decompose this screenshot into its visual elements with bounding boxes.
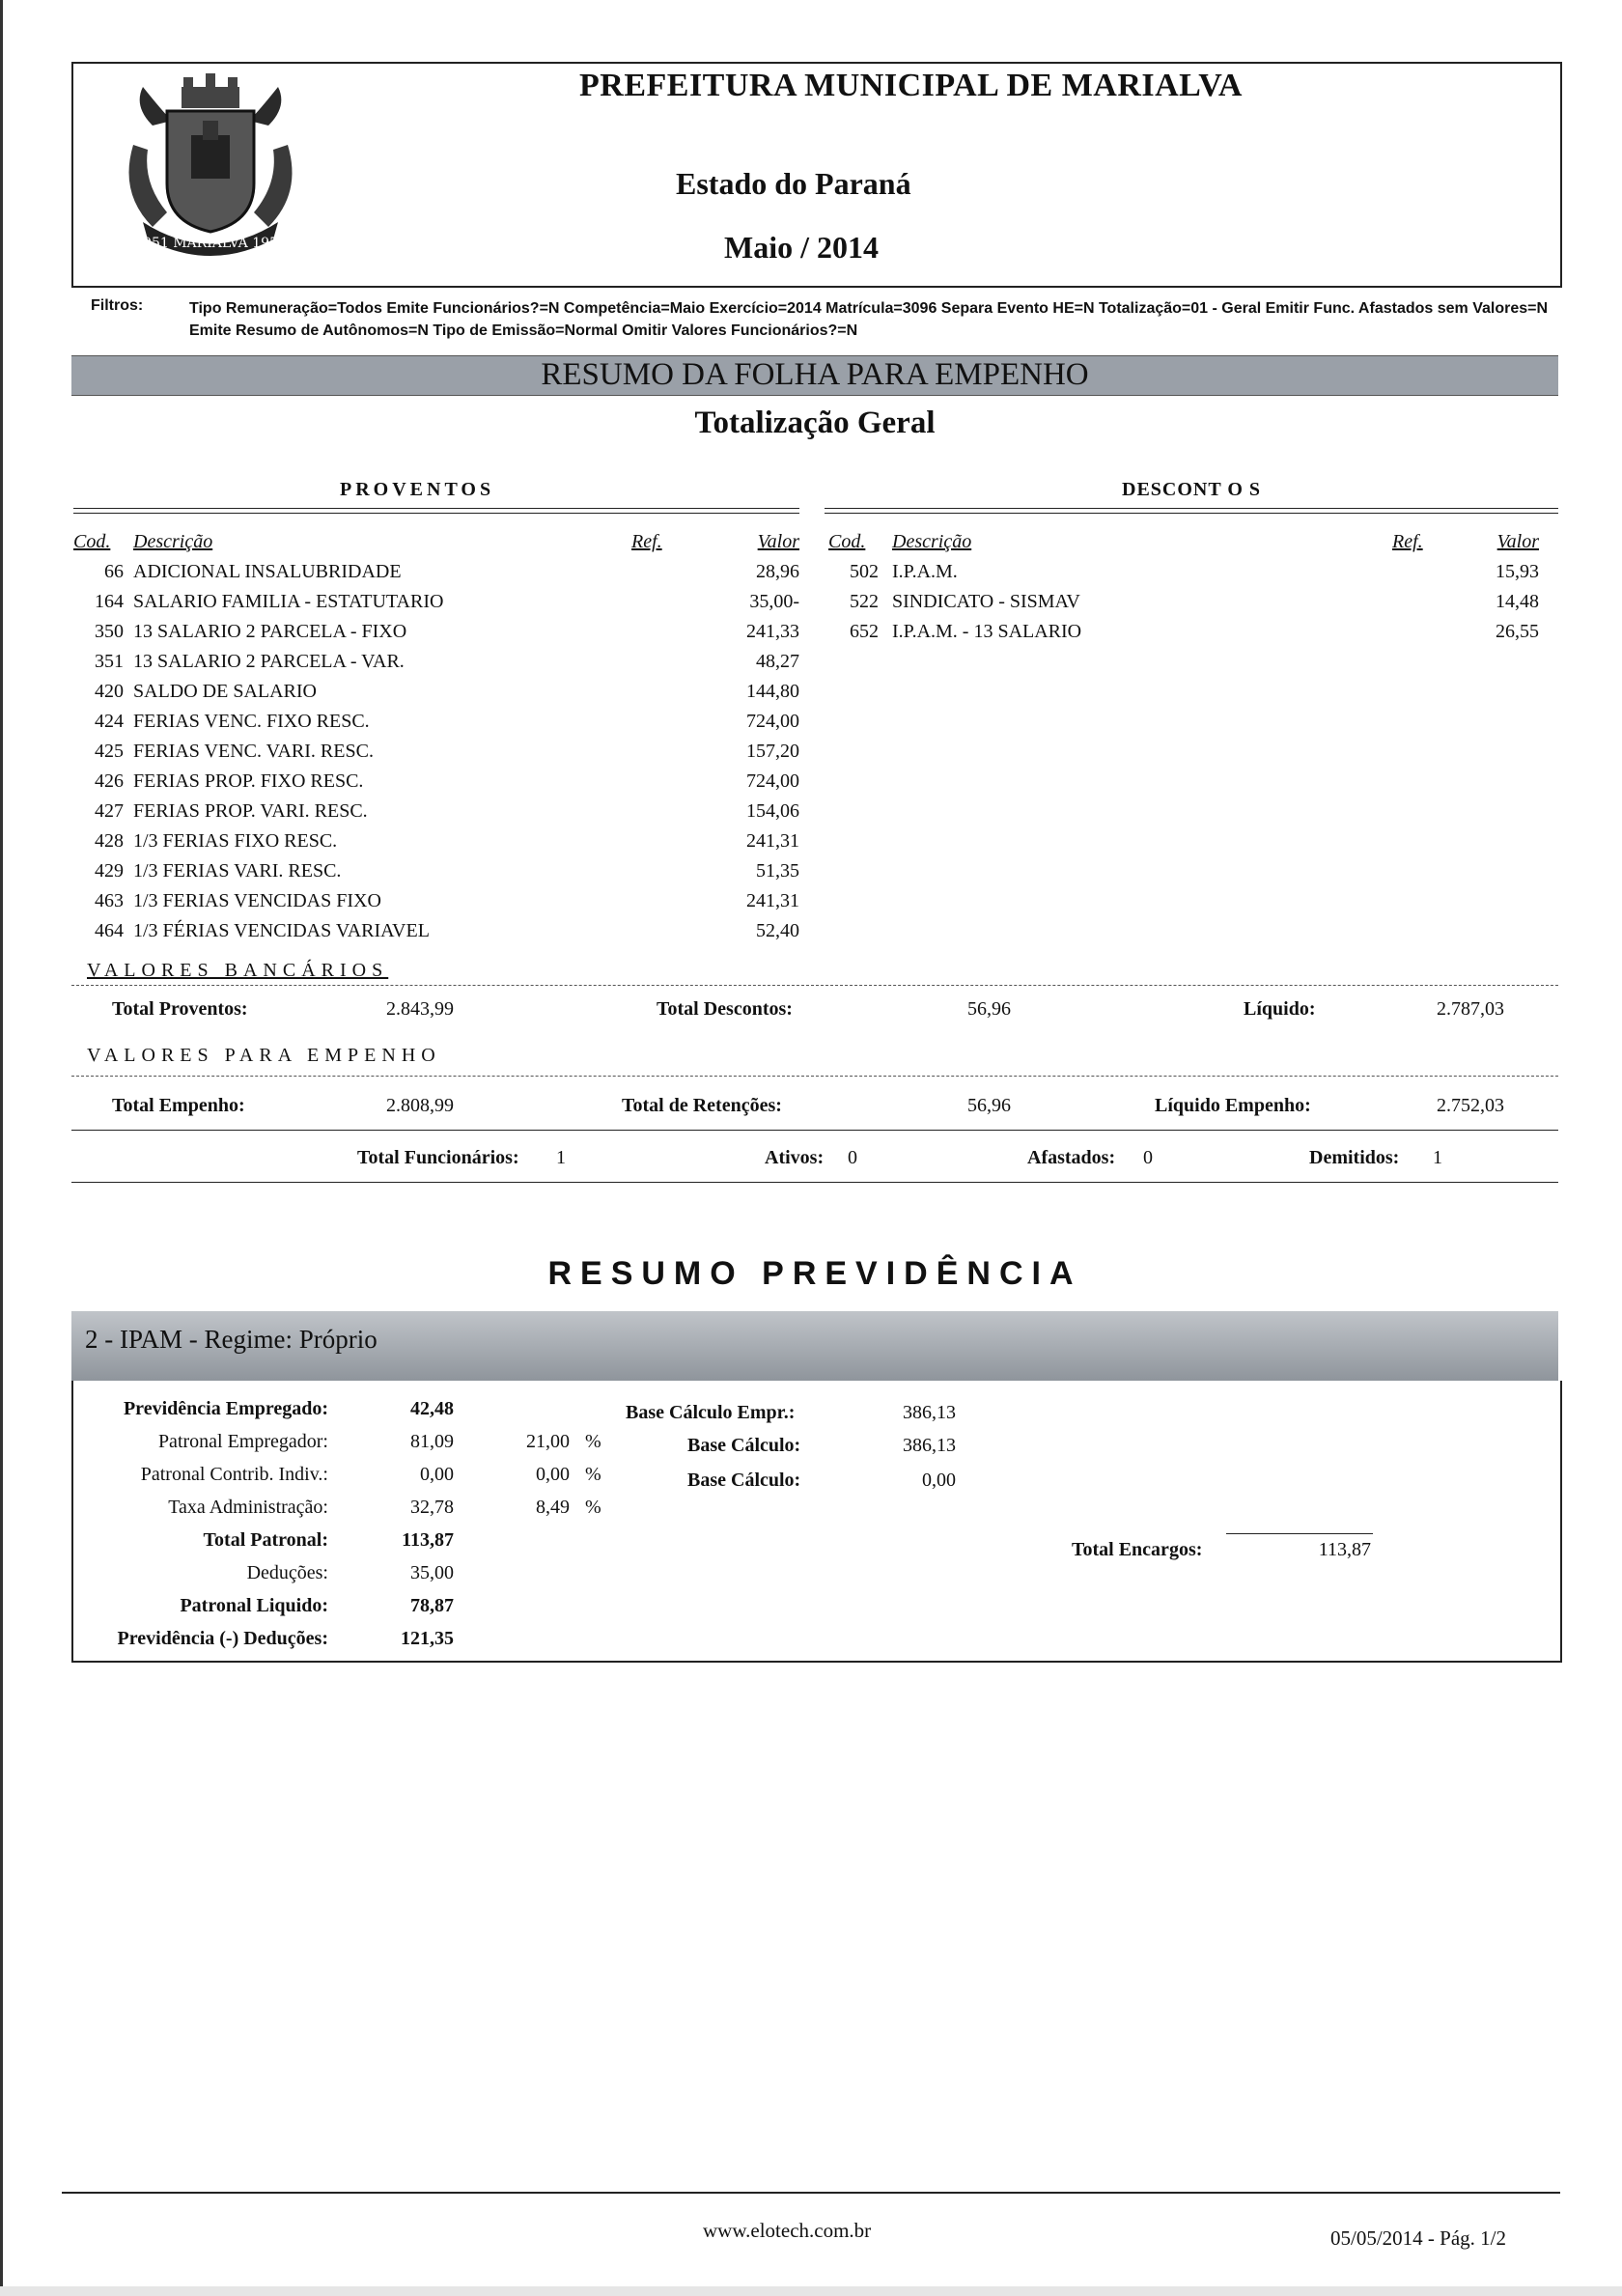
row-descricao: ADICIONAL INSALUBRIDADE bbox=[133, 561, 402, 582]
row-cod: 463 bbox=[95, 890, 124, 911]
col-ref: Ref. bbox=[1392, 531, 1423, 552]
table-row bbox=[73, 826, 799, 856]
ativos-label: Ativos: bbox=[765, 1147, 825, 1168]
coat-of-arms-logo bbox=[114, 68, 307, 270]
liquido-empenho-label: Líquido Empenho: bbox=[1155, 1095, 1311, 1116]
col-cod: Cod. bbox=[828, 531, 866, 552]
row-descricao: 1/3 FERIAS FIXO RESC. bbox=[133, 830, 338, 852]
row-valor: 15,93 bbox=[1496, 561, 1539, 582]
row-valor: 157,20 bbox=[746, 741, 799, 762]
table-row bbox=[73, 856, 799, 886]
table-row bbox=[73, 886, 799, 916]
total-descontos-label: Total Descontos: bbox=[657, 998, 793, 1020]
row-valor: 724,00 bbox=[746, 770, 799, 792]
row-cod: 652 bbox=[850, 621, 879, 642]
row-cod: 428 bbox=[95, 830, 124, 852]
row-descricao: SINDICATO - SISMAV bbox=[892, 591, 1080, 612]
table-row bbox=[73, 707, 799, 737]
previdencia-label: Patronal Contrib. Indiv.: bbox=[140, 1464, 328, 1485]
base-calculo-empr-value: 386,13 bbox=[903, 1402, 956, 1423]
col-descricao: Descrição bbox=[133, 531, 213, 552]
footer-date-page: 05/05/2014 - Pág. 1/2 bbox=[1330, 2226, 1506, 2250]
row-descricao: 13 SALARIO 2 PARCELA - FIXO bbox=[133, 621, 407, 642]
table-row bbox=[73, 767, 799, 797]
previdencia-rows bbox=[0, 1398, 1622, 1649]
municipality-title: PREFEITURA MUNICIPAL DE MARIALVA bbox=[579, 68, 1243, 103]
footer-rule bbox=[62, 2192, 1560, 2194]
total-proventos-label: Total Proventos: bbox=[112, 998, 248, 1020]
report-subtitle: Totalização Geral bbox=[694, 406, 936, 440]
base-calculo-label: Base Cálculo: bbox=[687, 1470, 801, 1491]
previdencia-label: Total Patronal: bbox=[203, 1529, 328, 1551]
col-ref: Ref. bbox=[631, 531, 662, 552]
state-name: Estado do Paraná bbox=[676, 166, 911, 201]
table-row bbox=[828, 587, 1539, 617]
total-proventos-value: 2.843,99 bbox=[386, 998, 454, 1020]
row-valor: 241,33 bbox=[746, 621, 799, 642]
row-descricao: FERIAS PROP. VARI. RESC. bbox=[133, 800, 368, 822]
percent-sign: % bbox=[585, 1431, 601, 1452]
descontos-heading: DESCONT O S bbox=[1122, 479, 1262, 500]
row-cod: 164 bbox=[95, 591, 124, 612]
row-descricao: 1/3 FÉRIAS VENCIDAS VARIAVEL bbox=[133, 920, 430, 941]
regime-label: 2 - IPAM - Regime: Próprio bbox=[85, 1325, 378, 1354]
row-cod: 522 bbox=[850, 591, 879, 612]
row-descricao: 1/3 FERIAS VARI. RESC. bbox=[133, 860, 342, 882]
row-valor: 51,35 bbox=[756, 860, 799, 882]
dashed-rule bbox=[71, 1076, 1558, 1077]
table-row bbox=[73, 737, 799, 767]
row-valor: 154,06 bbox=[746, 800, 799, 822]
table-row bbox=[73, 797, 799, 826]
total-encargos-label: Total Encargos: bbox=[1072, 1539, 1203, 1560]
row-valor: 144,80 bbox=[746, 681, 799, 702]
total-empenho-label: Total Empenho: bbox=[112, 1095, 245, 1116]
percent-sign: % bbox=[585, 1497, 601, 1518]
row-cod: 502 bbox=[850, 561, 879, 582]
demitidos-value: 1 bbox=[1433, 1147, 1442, 1168]
descontos-table bbox=[828, 527, 1539, 647]
table-row bbox=[73, 617, 799, 647]
descontos-rule bbox=[825, 508, 1558, 514]
row-valor: 35,00- bbox=[749, 591, 799, 612]
proventos-heading: PROVENTOS bbox=[340, 479, 495, 500]
demitidos-label: Demitidos: bbox=[1309, 1147, 1400, 1168]
proventos-header-row bbox=[73, 527, 799, 557]
base-calculo-empr-label: Base Cálculo Empr.: bbox=[626, 1402, 796, 1423]
previdencia-value: 32,78 bbox=[410, 1497, 454, 1518]
scan-edge-bottom bbox=[0, 2286, 1622, 2296]
row-valor: 241,31 bbox=[746, 830, 799, 852]
row-descricao: 1/3 FERIAS VENCIDAS FIXO bbox=[133, 890, 381, 911]
row-valor: 724,00 bbox=[746, 711, 799, 732]
filters-text: Tipo Remuneração=Todos Emite Funcionários?=N Competência=Maio Exercício=2014 Matrícula=3096 Separa Evento HE=N Totalização=01 - Geral Emitir Func. Afastados sem Valores=N Emite Resumo de Autônomos=N Tipo de Emissão=Normal Omitir Valores Funcionários?=N bbox=[189, 300, 1549, 339]
table-row bbox=[73, 647, 799, 677]
previdencia-label: Previdência (-) Deduções: bbox=[117, 1628, 328, 1649]
afastados-value: 0 bbox=[1143, 1147, 1153, 1168]
previdencia-value: 35,00 bbox=[410, 1562, 454, 1583]
dashed-rule bbox=[71, 985, 1558, 986]
previdencia-title: RESUMO PREVIDÊNCIA bbox=[547, 1255, 1082, 1292]
row-cod: 425 bbox=[95, 741, 124, 762]
table-row bbox=[73, 677, 799, 707]
col-cod: Cod. bbox=[73, 531, 111, 552]
logo-caption: 1951 MARIALVA 1951 bbox=[134, 236, 287, 251]
total-funcionarios-value: 1 bbox=[556, 1147, 566, 1168]
liquido-empenho-value: 2.752,03 bbox=[1437, 1095, 1504, 1116]
previdencia-percent: 0,00 bbox=[536, 1464, 570, 1485]
ativos-value: 0 bbox=[848, 1147, 857, 1168]
valores-empenho-heading: VALORES PARA EMPENHO bbox=[87, 1045, 441, 1066]
previdencia-value: 81,09 bbox=[410, 1431, 454, 1452]
row-cod: 66 bbox=[104, 561, 124, 582]
row-cod: 427 bbox=[95, 800, 124, 822]
table-row bbox=[73, 916, 799, 946]
row-cod: 351 bbox=[95, 651, 124, 672]
previdencia-label: Deduções: bbox=[246, 1562, 328, 1583]
total-encargos-value: 113,87 bbox=[1318, 1539, 1371, 1560]
total-retencoes-label: Total de Retenções: bbox=[622, 1095, 782, 1116]
total-funcionarios-label: Total Funcionários: bbox=[357, 1147, 519, 1168]
total-retencoes-value: 56,96 bbox=[967, 1095, 1011, 1116]
previdencia-value: 78,87 bbox=[410, 1595, 454, 1616]
row-descricao: I.P.A.M. - 13 SALARIO bbox=[892, 621, 1082, 642]
row-descricao: FERIAS VENC. FIXO RESC. bbox=[133, 711, 370, 732]
row-descricao: SALARIO FAMILIA - ESTATUTARIO bbox=[133, 591, 444, 612]
row-descricao: SALDO DE SALARIO bbox=[133, 681, 317, 702]
base-calculo-value: 0,00 bbox=[922, 1470, 956, 1491]
row-cod: 420 bbox=[95, 681, 124, 702]
row-valor: 241,31 bbox=[746, 890, 799, 911]
previdencia-value: 113,87 bbox=[402, 1529, 454, 1551]
row-cod: 464 bbox=[95, 920, 124, 941]
base-calculo-value: 386,13 bbox=[903, 1435, 956, 1456]
previdencia-label: Patronal Liquido: bbox=[180, 1595, 328, 1616]
previdencia-percent: 21,00 bbox=[526, 1431, 570, 1452]
filters-label: Filtros: bbox=[91, 297, 144, 314]
row-cod: 350 bbox=[95, 621, 124, 642]
previdencia-value: 42,48 bbox=[410, 1398, 454, 1419]
row-descricao: FERIAS PROP. FIXO RESC. bbox=[133, 770, 364, 792]
solid-rule bbox=[71, 1130, 1558, 1131]
previdencia-value: 121,35 bbox=[401, 1628, 454, 1649]
col-valor: Valor bbox=[757, 531, 799, 552]
percent-sign: % bbox=[585, 1464, 601, 1485]
row-valor: 52,40 bbox=[756, 920, 799, 941]
liquido-label: Líquido: bbox=[1244, 998, 1316, 1020]
proventos-rule bbox=[73, 508, 799, 514]
report-title: RESUMO DA FOLHA PARA EMPENHO bbox=[541, 357, 1089, 392]
afastados-label: Afastados: bbox=[1027, 1147, 1116, 1168]
period: Maio / 2014 bbox=[724, 230, 879, 265]
proventos-table bbox=[73, 527, 799, 946]
previdencia-value: 0,00 bbox=[420, 1464, 454, 1485]
row-descricao: 13 SALARIO 2 PARCELA - VAR. bbox=[133, 651, 405, 672]
row-valor: 26,55 bbox=[1496, 621, 1539, 642]
col-descricao: Descrição bbox=[892, 531, 972, 552]
row-cod: 424 bbox=[95, 711, 124, 732]
previdencia-label: Previdência Empregado: bbox=[123, 1398, 328, 1419]
row-valor: 48,27 bbox=[756, 651, 799, 672]
descontos-header-row bbox=[828, 527, 1539, 557]
previdencia-label: Patronal Empregador: bbox=[157, 1431, 328, 1452]
total-descontos-value: 56,96 bbox=[967, 998, 1011, 1020]
table-row bbox=[828, 617, 1539, 647]
table-row bbox=[73, 587, 799, 617]
total-encargos-rule bbox=[1226, 1533, 1373, 1534]
col-valor: Valor bbox=[1496, 531, 1539, 552]
table-row bbox=[828, 557, 1539, 587]
row-valor: 14,48 bbox=[1496, 591, 1539, 612]
valores-bancarios-heading: VALORES BANCÁRIOS bbox=[87, 960, 389, 981]
scan-edge bbox=[0, 0, 3, 2296]
liquido-value: 2.787,03 bbox=[1437, 998, 1504, 1020]
row-descricao: FERIAS VENC. VARI. RESC. bbox=[133, 741, 374, 762]
base-calculo-label: Base Cálculo: bbox=[687, 1435, 801, 1456]
previdencia-percent: 8,49 bbox=[536, 1497, 570, 1518]
total-empenho-value: 2.808,99 bbox=[386, 1095, 454, 1116]
row-cod: 429 bbox=[95, 860, 124, 882]
table-row bbox=[73, 557, 799, 587]
footer-url: www.elotech.com.br bbox=[703, 2219, 872, 2242]
solid-rule bbox=[71, 1182, 1558, 1183]
row-descricao: I.P.A.M. bbox=[892, 561, 958, 582]
previdencia-label: Taxa Administração: bbox=[168, 1497, 328, 1518]
row-valor: 28,96 bbox=[756, 561, 799, 582]
row-cod: 426 bbox=[95, 770, 124, 792]
